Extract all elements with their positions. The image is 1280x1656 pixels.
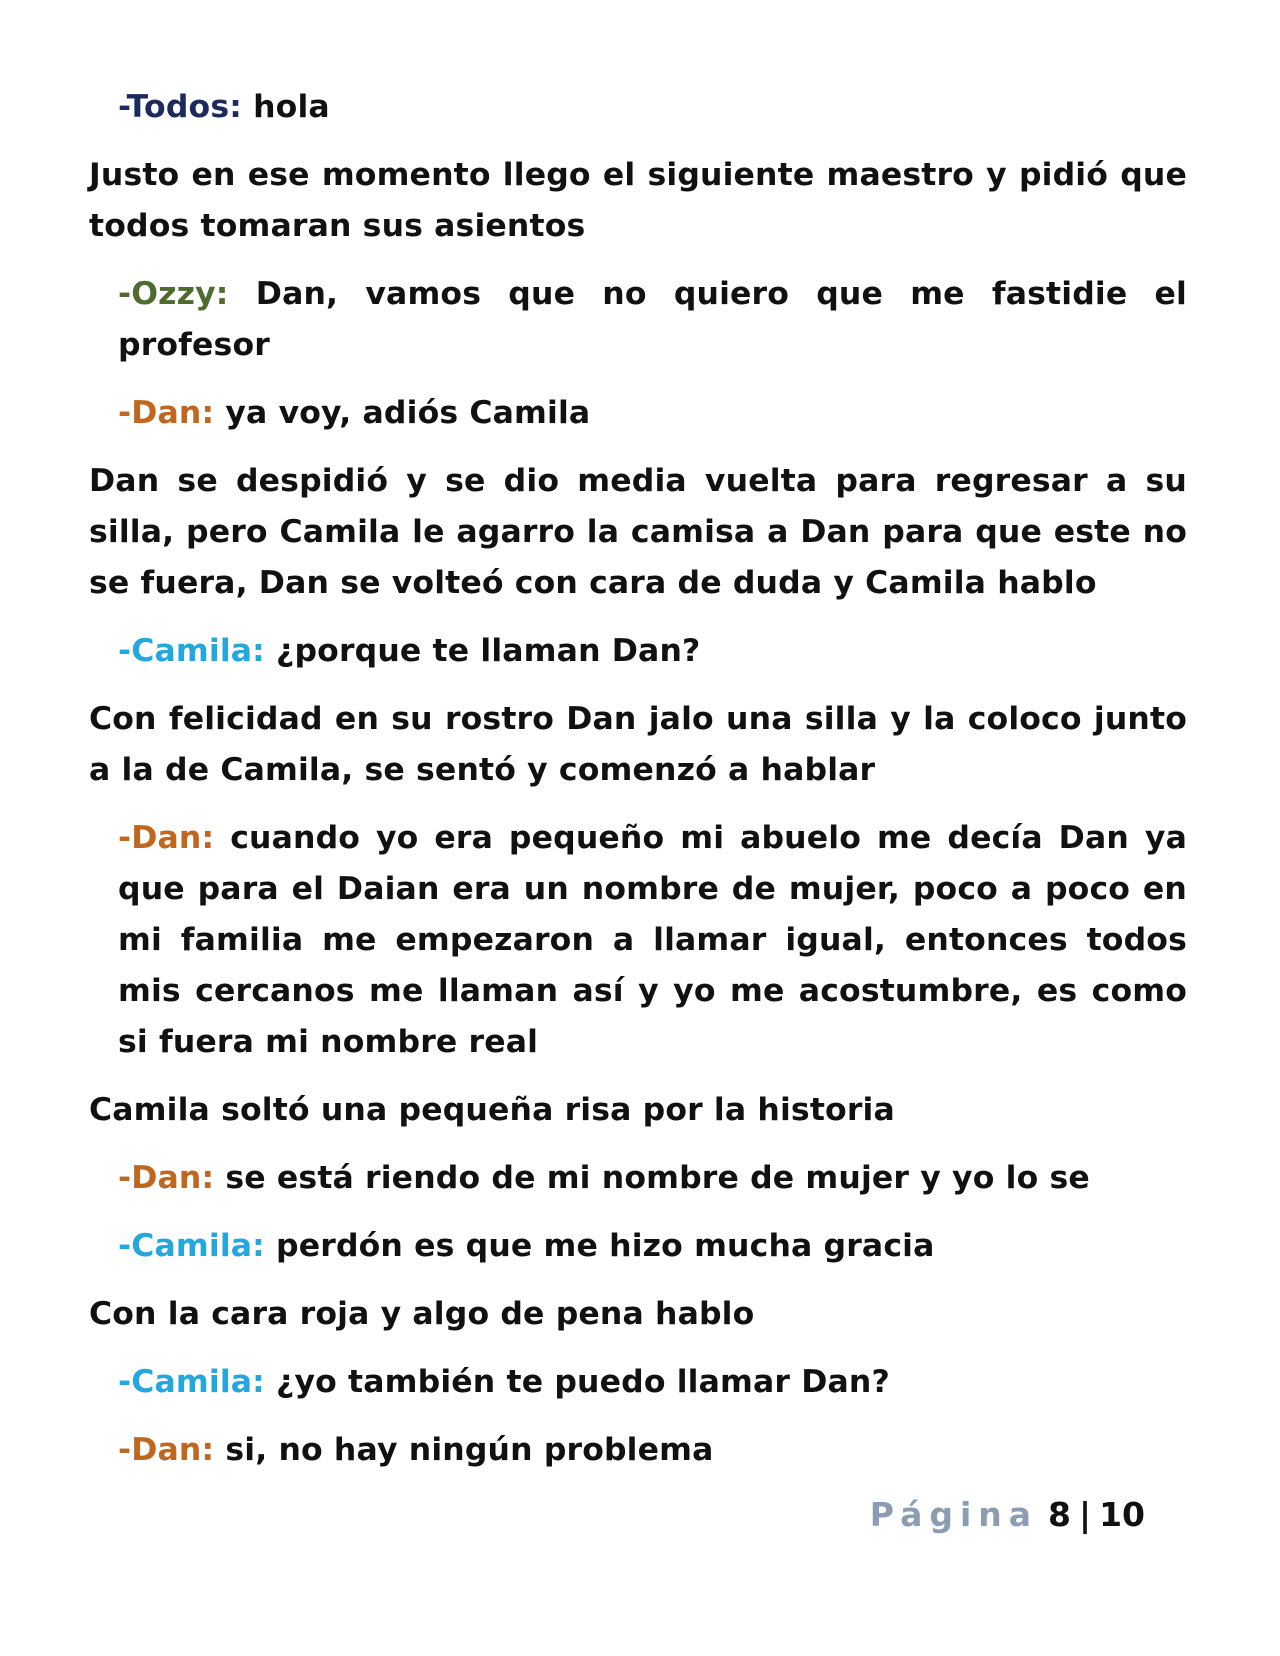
dialogue-line [118,82,1187,133]
dialogue-line [118,1425,1187,1476]
dialogue-text: se está riendo de mi nombre de mujer y yo lo se [225,1160,1090,1196]
dialogue-text: Dan, vamos que no quiero que me fastidie el profesor [118,276,1188,363]
dialogue-line [118,388,1187,439]
narration-paragraph: Justo en ese momento llego el siguiente maestro y pidió que todos tomaran sus asientos [89,157,1187,244]
page-number-current: 8 [1048,1495,1071,1534]
dialogue-text: perdón es que me hizo mucha gracia [276,1228,935,1264]
speaker-label: -Camila: [118,1364,265,1400]
page-separator: | [1079,1495,1092,1534]
dialogue-text: ¿yo también te puedo llamar Dan? [276,1364,890,1400]
dialogue-text: cuando yo era pequeño mi abuelo me decía Dan ya que para el Daian era un nombre de mujer, poco a poco en mi familia me empezaron a llamar igual, entonces todos mis cercanos me llaman así y yo me acostumbre, es como si fuera mi nombre real [118,820,1187,1060]
speaker-label: -Camila: [118,633,265,669]
page-number-total: 10 [1099,1495,1145,1534]
speaker-label: -Dan: [118,1432,215,1468]
narration-paragraph: Con la cara roja y algo de pena hablo [89,1296,755,1332]
page-footer [0,1495,1145,1535]
dialogue-text: ¿porque te llaman Dan? [276,633,701,669]
speaker-label: -Todos: [118,89,242,125]
speaker-label: -Dan: [118,395,215,431]
narration-paragraph: Camila soltó una pequeña risa por la historia [89,1092,895,1128]
dialogue-line [118,1357,1187,1408]
narration-paragraph: Dan se despidió y se dio media vuelta para regresar a su silla, pero Camila le agarro la camisa a Dan para que este no se fuera, Dan se volteó con cara de duda y Camila hablo [89,463,1187,601]
dialogue-text: si, no hay ningún problema [225,1432,714,1468]
dialogue-line [118,269,1187,371]
dialogue-text: ya voy, adiós Camila [225,395,591,431]
speaker-label: -Dan: [118,1160,215,1196]
page-label: Página [869,1495,1039,1534]
dialogue-text: hola [253,89,330,125]
document-body [89,82,1187,1493]
speaker-label: -Camila: [118,1228,265,1264]
speaker-label: -Dan: [118,820,215,856]
speaker-label: -Ozzy: [118,276,229,312]
narration-paragraph: Con felicidad en su rostro Dan jalo una silla y la coloco junto a la de Camila, se sentó y comenzó a hablar [89,701,1187,788]
dialogue-line [118,1153,1187,1204]
dialogue-line [118,626,1187,677]
dialogue-line [118,1221,1187,1272]
dialogue-line [118,813,1187,1068]
